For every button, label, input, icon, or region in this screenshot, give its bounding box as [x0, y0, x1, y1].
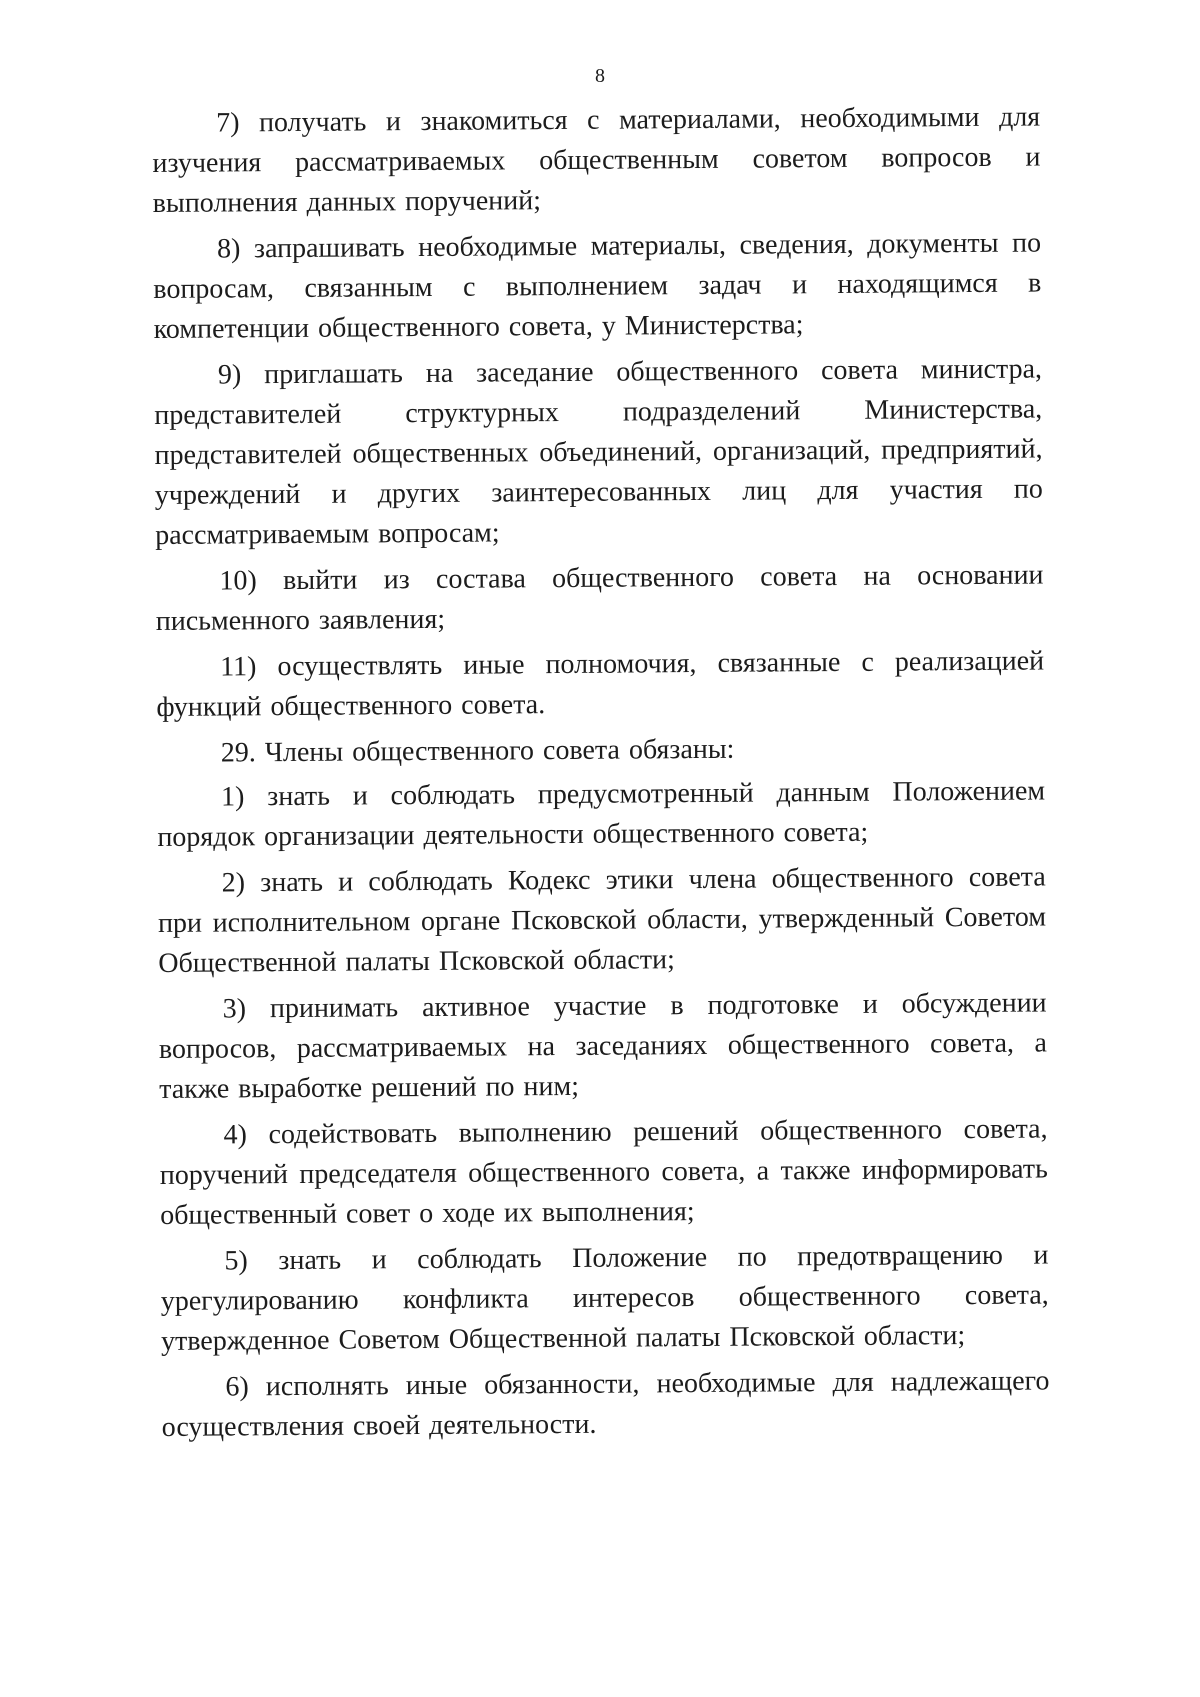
paragraph-duty-6-other-duties: 6) исполнять иные обязанности, необходимые для надлежащего осуществления своей деятельности.	[161, 1365, 1050, 1443]
paragraph-item-10-right-to-leave: 10) выйти из состава общественного совета на основании письменного заявления;	[155, 559, 1044, 637]
paragraph-duty-5-conflict-of-interest: 5) знать и соблюдать Положение по предотвращению и урегулированию конфликта интересов общественного совета, утвержденное Советом Общественной палаты Псковской области;	[160, 1239, 1049, 1357]
paragraph-item-9-right-to-invite: 9) приглашать на заседание общественного совета министра, представителей структурных подразделений Министерства, представителей общественных объединений, организаций, предприятий, учреждений и других заинтересованных лиц для участия по рассматриваемым вопросам;	[154, 353, 1043, 551]
paragraph-item-8-right-to-request-materials: 8) запрашивать необходимые материалы, сведения, документы по вопросам, связанным с выполнением задач и находящимся в компетенции общественного совета, у Министерства;	[153, 227, 1042, 345]
paragraph-duty-1-observe-procedure: 1) знать и соблюдать предусмотренный данным Положением порядок организации деятельности общественного совета;	[157, 775, 1046, 853]
paragraph-duty-3-active-participation: 3) принимать активное участие в подготовке и обсуждении вопросов, рассматриваемых на заседаниях общественного совета, а также выработке решений по ним;	[158, 987, 1048, 1105]
paragraph-duty-2-ethics-code: 2) знать и соблюдать Кодекс этики члена общественного совета при исполнительном органе Псковской области, утвержденный Советом Общественной палаты Псковской области;	[157, 861, 1047, 979]
page-number: 8	[595, 65, 605, 87]
document-body	[152, 97, 1050, 1453]
paragraph-duty-4-assist-decisions: 4) содействовать выполнению решений общественного совета, поручений председателя общественного совета, а также информировать общественный совет о ходе их выполнения;	[159, 1113, 1048, 1231]
paragraph-item-7-right-to-receive-materials: 7) получать и знакомиться с материалами, необходимыми для изучения рассматриваемых общественным советом вопросов и выполнения данных поручений;	[152, 101, 1041, 219]
paragraph-section-29-duties-heading: 29. Члены общественного совета обязаны:	[220, 733, 735, 769]
paragraph-item-11-other-powers: 11) осуществлять иные полномочия, связанные с реализацией функций общественного совета.	[156, 645, 1045, 723]
